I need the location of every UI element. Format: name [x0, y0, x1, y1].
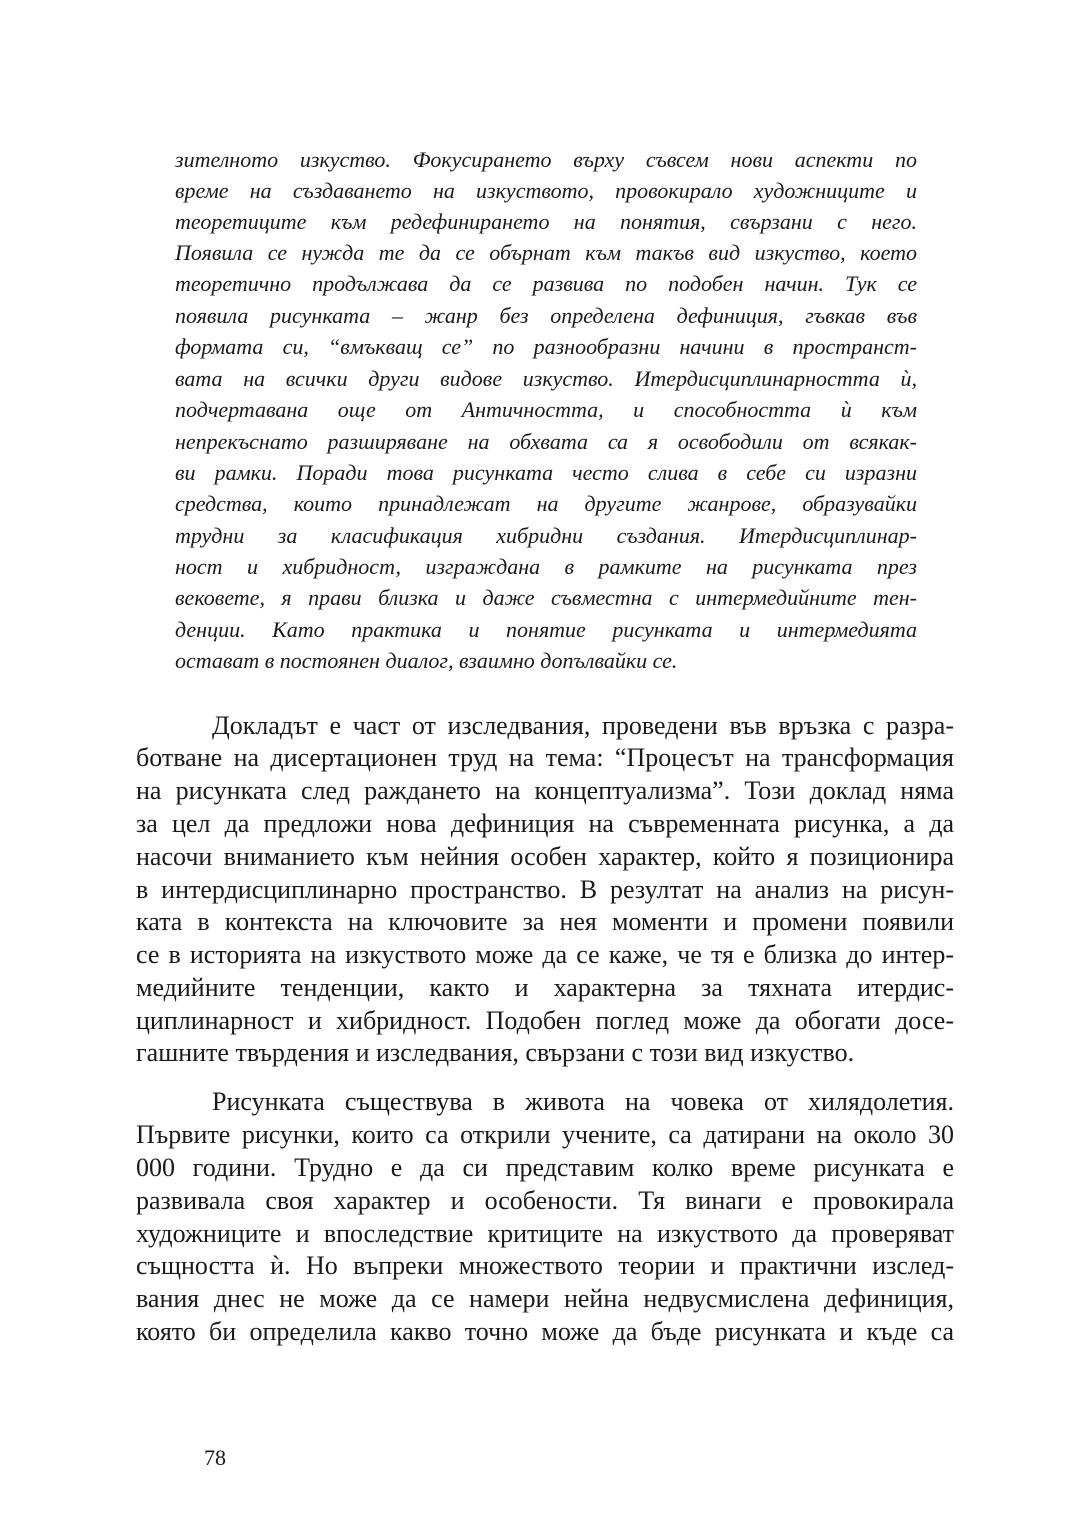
body-line: Докладът е част от изследвания, проведени във връзка с разра-	[212, 711, 954, 740]
body-line: медийните тенденции, както и характерна за тяхната итердис-	[136, 973, 954, 1002]
body-line: в интердисциплинарно пространство. В резултат на анализ на рисун-	[136, 875, 954, 904]
abstract-line: време на създаването на изкуството, провокирало художниците и	[175, 178, 917, 203]
body-line: ботване на дисертационен труд на тема: “Процесът на трансформация	[136, 743, 954, 772]
body-line: циплинарност и хибридност. Подобен поглед може да обогати досе-	[136, 1006, 954, 1035]
abstract-line: теоретиците към редефинирането на понятия, свързани с него.	[175, 209, 917, 234]
abstract-line: Появила се нужда те да се обърнат към такъв вид изкуство, което	[175, 240, 917, 265]
body-line: вания днес не може да се намери нейна недвусмислена дефиниция,	[136, 1284, 954, 1313]
body-line: същността ѝ. Но въпреки множеството теории и практични изслед-	[136, 1251, 954, 1280]
abstract-line: ви рамки. Поради това рисунката често слива в себе си изразни	[175, 460, 917, 485]
abstract-line: вековете, я прави близка и даже съвместна с интермедийните тен-	[175, 585, 917, 610]
body-line: ката в контекста на ключовите за нея моменти и промени появили	[136, 907, 954, 936]
body-line: развивала своя характер и особености. Тя винаги е провокирала	[136, 1186, 954, 1215]
body-line: насочи вниманието към нейния особен характер, който я позиционира	[136, 842, 954, 871]
body-text	[136, 0, 954, 1400]
abstract-line: зителното изкуство. Фокусирането върху съвсем нови аспекти по	[175, 147, 917, 172]
body-line: гашните твърдения и изследвания, свързани с този вид изкуство.	[136, 1038, 855, 1067]
abstract-line: трудни за класификация хибридни създания. Итердисциплинар-	[175, 523, 917, 548]
body-line: се в историята на изкуството може да се каже, че тя е близка до интер-	[136, 940, 954, 969]
abstract-line: непрекъснато разширяване на обхвата са я освободили от всякак-	[175, 429, 917, 454]
body-line: за цел да предложи нова дефиниция на съвременната рисунка, а да	[136, 809, 954, 838]
body-line: 000 години. Трудно е да си представим колко време рисунката е	[136, 1153, 954, 1182]
abstract-line: ност и хибридност, изграждана в рамките на рисунката през	[175, 554, 917, 579]
abstract-line: формата си, “вмъкващ се” по разнообразни начини в пространст-	[175, 334, 917, 359]
body-line: която би определила какво точно може да бъде рисунката и къде са	[136, 1317, 954, 1346]
body-line: на рисунката след раждането на концептуализма”. Този доклад няма	[136, 776, 954, 805]
abstract-line: вата на всички други видове изкуство. Итердисциплинарността ѝ,	[175, 366, 917, 391]
body-line: Рисунката съществува в живота на човека от хилядолетия.	[212, 1087, 954, 1116]
abstract-line: средства, които принадлежат на другите жанрове, образувайки	[175, 491, 917, 516]
body-line: художниците и впоследствие критиците на изкуството да проверяват	[136, 1219, 954, 1248]
abstract-line: остават в постоянен диалог, взаимно допълвайки се.	[175, 648, 678, 673]
body-line: Първите рисунки, които са открили учените, са датирани на около 30	[136, 1120, 954, 1149]
abstract-line: подчертавана още от Античността, и способността ѝ към	[175, 397, 917, 422]
abstract-line: теоретично продължава да се развива по подобен начин. Тук се	[175, 271, 917, 296]
page-number: 78	[204, 1445, 226, 1470]
abstract-line: появила рисунката – жанр без определена дефиниция, гъвкав във	[175, 303, 917, 328]
abstract-line: денции. Като практика и понятие рисунката и интермедията	[175, 617, 917, 642]
